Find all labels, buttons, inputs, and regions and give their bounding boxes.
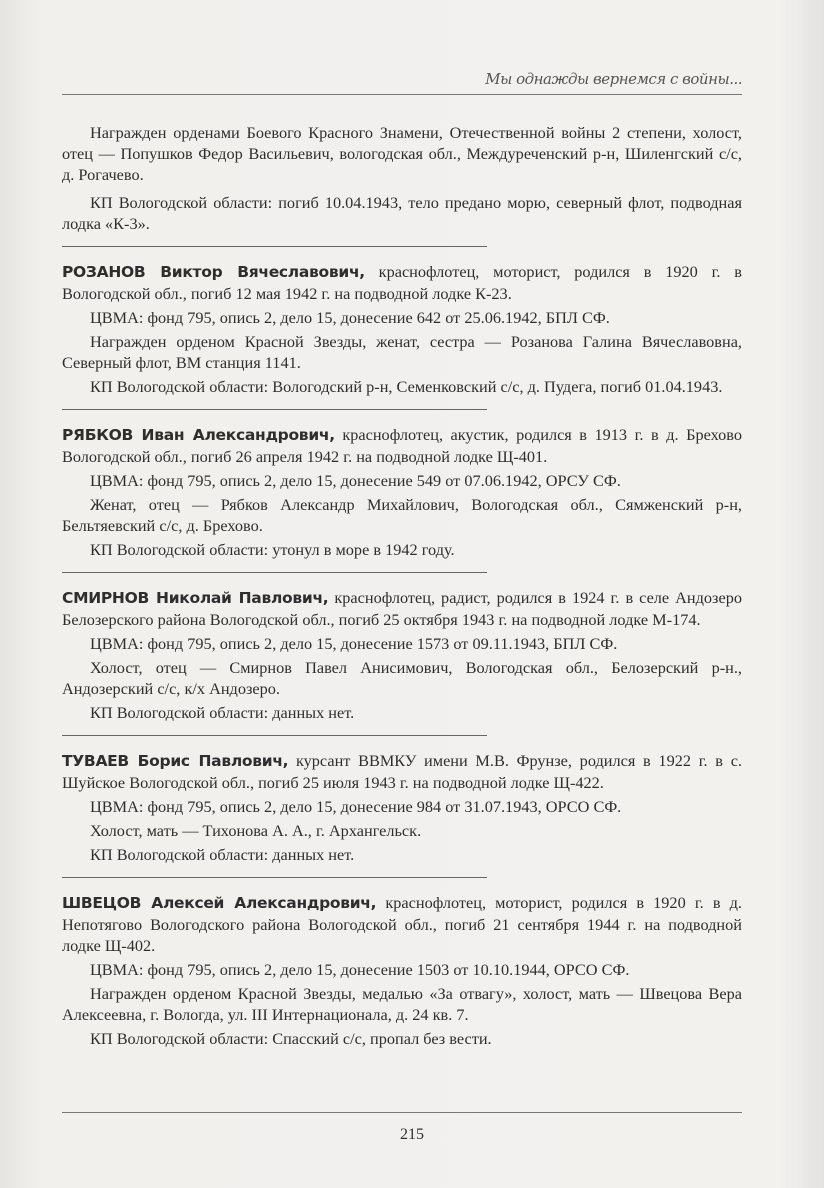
- paragraph: КП Вологодской области: Вологодский р-н, Семенковский с/с, д. Пудега, погиб 01.04.1943.: [90, 377, 723, 396]
- entry-separator: [62, 409, 487, 410]
- continued-entry: [62, 122, 742, 234]
- entry-name: СМИРНОВ Николай Павлович,: [62, 589, 329, 607]
- paragraph: КП Вологодской области: погиб 10.04.1943, тело предано морю, северный флот, подводная лодка «К-3».: [62, 193, 742, 233]
- entry-intro-text: курсант ВВМКУ имени М.В. Фрунзе, родился в 1922 г. в с. Шуйское Вологодской обл., погиб 25 июля 1943 г. на подводной лодке Щ-422.: [62, 751, 742, 792]
- entry-intro: [62, 424, 742, 467]
- page-body: [62, 122, 742, 1052]
- entry-name: ТУВАЕВ Борис Павлович,: [62, 752, 289, 770]
- entry-ryabkov: [62, 424, 742, 560]
- header-rule: [62, 94, 742, 95]
- paragraph: Награжден орденом Красной Звезды, медалью «За отвагу», холост, мать — Швецова Вера Алексеевна, г. Вологда, ул. III Интернационала, д. 24 кв. 7.: [62, 984, 742, 1024]
- entry-separator: [62, 735, 487, 736]
- paragraph: Холост, отец — Смирнов Павел Анисимович, Вологодская обл., Белозерский р-н., Андозерский с/с, к/х Андозеро.: [62, 658, 742, 698]
- running-head: Мы однажды вернемся с войны...: [485, 70, 742, 88]
- entry-separator: [62, 572, 487, 573]
- entry-tuvaev: [62, 750, 742, 865]
- paragraph: КП Вологодской области: Спасский с/с, пропал без вести.: [90, 1029, 492, 1048]
- entry-intro: [62, 587, 742, 630]
- entry-intro: [62, 261, 742, 304]
- entry-shvetsov: [62, 892, 742, 1049]
- footer-rule: [62, 1112, 742, 1113]
- paragraph: ЦВМА: фонд 795, опись 2, дело 15, донесение 642 от 25.06.1942, БПЛ СФ.: [90, 308, 610, 327]
- paragraph: ЦВМА: фонд 795, опись 2, дело 15, донесение 1573 от 09.11.1943, БПЛ СФ.: [90, 634, 618, 653]
- paragraph: Холост, мать — Тихонова А. А., г. Архангельск.: [90, 821, 422, 840]
- entry-intro-text: краснофлотец, акустик, родился в 1913 г. в д. Брехово Вологодской обл., погиб 26 апреля 1942 г. на подводной лодке Щ-401.: [62, 425, 742, 466]
- entry-name: ШВЕЦОВ Алексей Александрович,: [62, 894, 377, 912]
- entry-intro: [62, 892, 742, 956]
- paragraph: ЦВМА: фонд 795, опись 2, дело 15, донесение 984 от 31.07.1943, ОРСО СФ.: [90, 797, 622, 816]
- entry-separator: [62, 246, 487, 247]
- entry-smirnov: [62, 587, 742, 723]
- paragraph: ЦВМА: фонд 795, опись 2, дело 15, донесение 549 от 07.06.1942, ОРСУ СФ.: [90, 471, 621, 490]
- entry-separator: [62, 877, 487, 878]
- entry-name: РЯБКОВ Иван Александрович,: [62, 426, 335, 444]
- page-number: 215: [400, 1126, 424, 1143]
- paragraph: КП Вологодской области: данных нет.: [90, 845, 355, 864]
- paragraph: Женат, отец — Рябков Александр Михайлович, Вологодская обл., Сямженский р-н, Бельтяевский с/с, д. Брехово.: [62, 495, 742, 535]
- entry-intro-text: краснофлотец, моторист, родился в 1920 г. в д. Непотягово Вологодского района Вологодской обл., погиб 21 сентября 1944 г. на подводной лодке Щ-402.: [62, 893, 742, 955]
- entry-name: РОЗАНОВ Виктор Вячеславович,: [62, 263, 365, 281]
- entry-rozanov: [62, 261, 742, 397]
- entry-intro-text: краснофлотец, радист, родился в 1924 г. в селе Андозеро Белозерского района Вологодской обл., погиб 25 октября 1943 г. на подводной лодке М-174.: [62, 588, 742, 629]
- paragraph: КП Вологодской области: данных нет.: [90, 703, 355, 722]
- paragraph: Награжден орденом Красной Звезды, женат, сестра — Розанова Галина Вячеславовна, Северный флот, ВМ станция 1141.: [62, 332, 742, 372]
- entry-intro: [62, 750, 742, 793]
- paragraph: ЦВМА: фонд 795, опись 2, дело 15, донесение 1503 от 10.10.1944, ОРСО СФ.: [90, 960, 630, 979]
- paragraph: Награжден орденами Боевого Красного Знамени, Отечественной войны 2 степени, холост, отец — Попушков Федор Васильевич, вологодская обл., Междуреченский р-н, Шиленгский с/с, д. Рогачево.: [62, 123, 742, 184]
- paragraph: КП Вологодской области: утонул в море в 1942 году.: [90, 540, 455, 559]
- entry-intro-text: краснофлотец, моторист, родился в 1920 г. в Вологодской обл., погиб 12 мая 1942 г. на подводной лодке К-23.: [62, 262, 742, 303]
